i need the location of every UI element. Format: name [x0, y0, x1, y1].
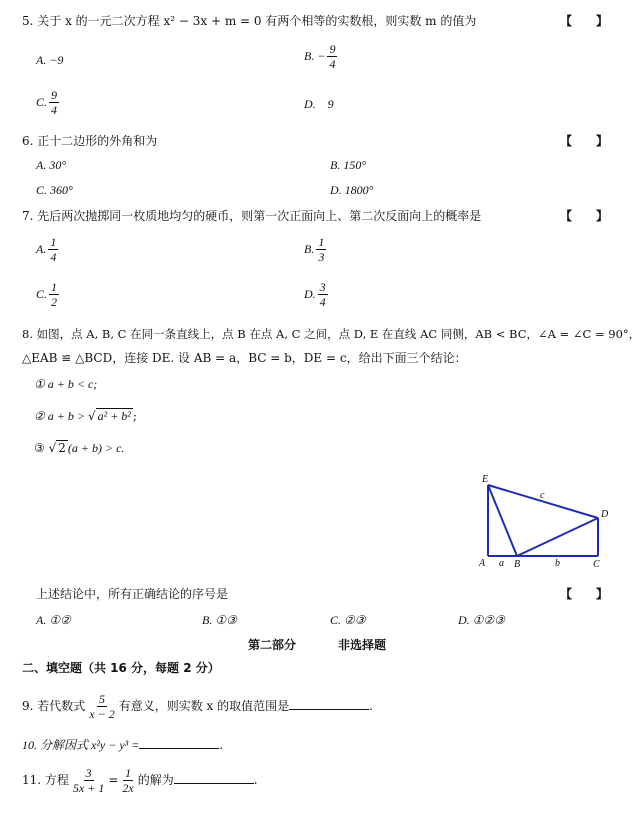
part-two-title: 非选择题: [338, 638, 387, 652]
figure-segment-eb: [488, 485, 517, 556]
q7-option-c-num: 1: [51, 280, 58, 294]
q10-answer-blank[interactable]: [139, 736, 219, 749]
q7-option-d-den: 4: [319, 295, 326, 309]
figure-segment-bd: [517, 518, 598, 556]
part-two-label: 第二部分: [248, 638, 297, 652]
q8-option-a: A. ①②: [36, 613, 71, 627]
q8-conclusion-2-prefix: ② a + b >: [34, 409, 88, 423]
q8-stem-line2: △EAB ≌ △BCD，连接 DE. 设 AB = a，BC = b，DE = c，给出下面三个结论：: [22, 351, 467, 365]
q11-prefix: 11. 方程: [22, 773, 69, 787]
figure-label-b: B: [514, 559, 521, 570]
q11-den2: 2x: [122, 781, 134, 795]
q8-conclusion-question: 上述结论中，所有正确结论的序号是: [36, 587, 229, 601]
figure-label-c: C: [593, 559, 600, 570]
q6-option-b: B. 150°: [330, 158, 367, 172]
q10: [22, 736, 223, 753]
q5-option-c-den: 4: [51, 103, 58, 117]
figure-label-a-len: a: [499, 558, 504, 569]
q8-conclusion-2-radicand: a² + b²: [97, 409, 131, 423]
q5-option-c-prefix: C.: [36, 95, 48, 109]
q5-bracket: 【 】: [560, 14, 609, 28]
q7-option-c: [36, 280, 61, 309]
q9-den: x − 2: [89, 707, 115, 721]
q7-option-a-den: 4: [50, 250, 57, 264]
q8-conclusion-3-suffix: (a + b) > c.: [67, 441, 125, 455]
q5-option-c-num: 9: [51, 88, 58, 102]
q8-option-b: B. ①③: [202, 613, 237, 627]
q7-option-a: [36, 235, 60, 264]
figure-label-a: A: [479, 558, 486, 569]
q7-option-a-prefix: A.: [36, 242, 47, 256]
q8-conclusion-3-prefix: ③: [34, 441, 49, 455]
q7-option-b-prefix: B.: [304, 242, 315, 256]
q7-option-c-den: 2: [51, 295, 58, 309]
q8-conclusion-1: ① a + b < c;: [34, 377, 98, 391]
q8-conclusion-2-suffix: ;: [132, 409, 137, 423]
q11-den1: 5x + 1: [72, 781, 105, 795]
q7-option-b: [304, 235, 328, 264]
q11-equals: =: [108, 773, 119, 787]
q5-option-c: [36, 88, 61, 117]
q8-option-c: C. ②③: [330, 613, 366, 627]
q11: [22, 766, 258, 795]
q6-option-a: A. 30°: [36, 158, 67, 172]
q11-suffix: 的解为: [137, 773, 174, 787]
q11-end: .: [253, 773, 258, 787]
q9-num: 5: [98, 692, 105, 706]
q11-num1: 3: [85, 766, 92, 780]
q8-stem-line1: 8. 如图，点 A, B, C 在同一条直线上，点 B 在点 A, C 之间，点 D, E 在直线 AC 同侧，AB < BC，∠A = ∠C = 90°，: [22, 327, 640, 341]
section2-title: 二、填空题（共 16 分，每题 2 分）: [22, 661, 220, 675]
q6-bracket: 【 】: [560, 134, 609, 148]
q6-stem: 6. 正十二边形的外角和为: [22, 134, 158, 148]
q8-figure: [470, 470, 620, 575]
q8-conclusion-3-radicand: 2: [58, 441, 66, 455]
q5-option-d: D. 9: [304, 97, 334, 111]
q6-option-d: D. 1800°: [330, 183, 374, 197]
q7-option-d: [304, 280, 330, 309]
q6-option-c: C. 360°: [36, 183, 73, 197]
figure-label-b-len: b: [555, 558, 560, 569]
q7-option-a-num: 1: [50, 235, 57, 249]
q10-end: .: [219, 738, 224, 752]
q8-conclusion-3: ③ √ 2 (a + b) > c.: [34, 441, 125, 455]
q11-num2: 1: [125, 766, 132, 780]
q7-option-d-prefix: D.: [304, 287, 316, 301]
q5-option-a: A. −9: [36, 53, 64, 67]
q7-bracket: 【 】: [560, 209, 609, 223]
q5-option-b-den: 4: [329, 57, 336, 71]
figure-label-c-len: c: [540, 490, 545, 501]
q11-answer-blank[interactable]: [174, 771, 254, 784]
q5-option-b-num: 9: [329, 42, 336, 56]
q9-suffix: 有意义，则实数 x 的取值范围是: [118, 699, 290, 713]
q8-bracket: 【 】: [560, 587, 609, 601]
q9-end: .: [369, 699, 373, 713]
figure-label-e: E: [482, 474, 489, 485]
q7-option-c-prefix: C.: [36, 287, 48, 301]
q9-answer-blank[interactable]: [289, 697, 369, 710]
q7-stem: 7. 先后两次抛掷同一枚质地均匀的硬币，则第一次正面向上、第二次反面向上的概率是: [22, 209, 482, 223]
q9: [22, 692, 373, 721]
q10-prefix: 10. 分解因式 x²y − y³ =: [22, 738, 140, 752]
q8-conclusion-2: ② a + b > √ a² + b² ;: [34, 409, 137, 423]
q9-prefix: 9. 若代数式: [22, 699, 86, 713]
q5-option-b: [304, 42, 339, 71]
q7-option-b-num: 1: [318, 235, 325, 249]
q7-option-d-num: 3: [319, 280, 326, 294]
q8-option-d: D. ①②③: [458, 613, 505, 627]
q5-stem: 5. 关于 x 的一元二次方程 x² − 3x + m = 0 有两个相等的实数根，则实数 m 的值为: [22, 14, 477, 28]
q7-option-b-den: 3: [318, 250, 325, 264]
figure-label-d: D: [601, 509, 609, 520]
q5-option-b-prefix: B. −: [304, 49, 326, 63]
